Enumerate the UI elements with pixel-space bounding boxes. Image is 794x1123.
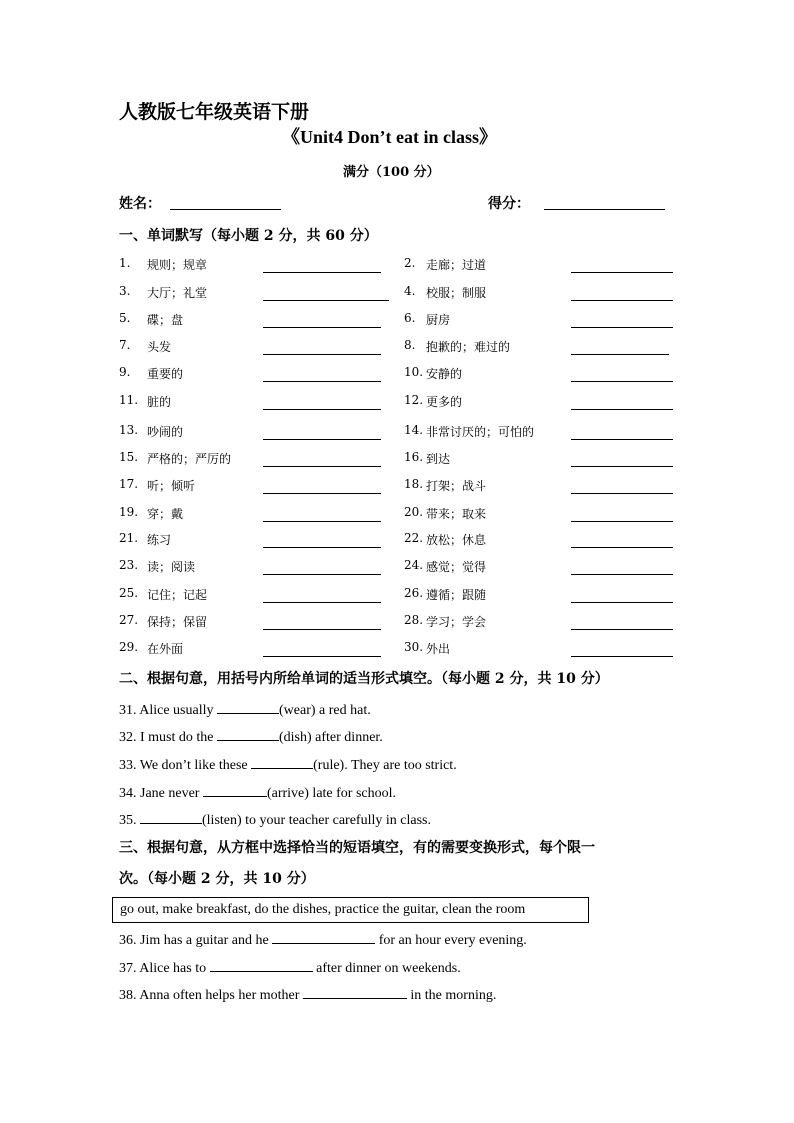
vocab-item-meaning: 头发: [147, 340, 172, 354]
vocab-item-number: 27.: [119, 613, 139, 627]
vocab-item-number: 21.: [119, 531, 139, 545]
full-score: 满分（100 分）: [343, 165, 440, 180]
phrase-box: go out, make breakfast, do the dishes, practice the guitar, clean the room: [112, 897, 589, 923]
score-blank[interactable]: [544, 195, 665, 210]
vocab-item-meaning: 记住；记起: [147, 588, 208, 602]
vocab-item-number: 8.: [404, 338, 416, 352]
vocab-item-meaning: 学习；学会: [426, 615, 487, 629]
vocab-item-meaning: 校服；制服: [426, 286, 487, 300]
vocab-item-meaning: 抱歉的；难过的: [426, 340, 511, 354]
sentence-post: (arrive) late for school.: [266, 786, 397, 801]
sentence-pre: 32. I must do the: [119, 730, 217, 745]
vocab-item-number: 26.: [404, 586, 424, 600]
vocab-answer-blank[interactable]: [571, 479, 673, 494]
vocab-item-meaning: 规则；规章: [147, 258, 208, 272]
vocab-item-number: 2.: [404, 256, 416, 270]
name-label: 姓名：: [119, 196, 161, 212]
vocab-item-meaning: 听；倾听: [147, 479, 196, 493]
vocab-item-meaning: 保持；保留: [147, 615, 208, 629]
answer-blank-33[interactable]: [251, 754, 313, 769]
vocab-item-number: 15.: [119, 450, 139, 464]
vocab-item-meaning: 打架；战斗: [426, 479, 487, 493]
vocab-item-number: 7.: [119, 338, 131, 352]
vocab-answer-blank[interactable]: [263, 560, 381, 575]
vocab-item-number: 9.: [119, 365, 131, 379]
vocab-answer-blank[interactable]: [263, 479, 381, 494]
vocab-item-number: 12.: [404, 393, 424, 407]
answer-blank-36[interactable]: [272, 929, 375, 944]
vocab-item-meaning: 遵循；跟随: [426, 588, 487, 602]
sentence-pre: 35.: [119, 813, 140, 828]
vocab-item-meaning: 到达: [426, 452, 451, 466]
section3-heading-line2: 次。（每小题 2 分，共 10 分）: [119, 871, 315, 887]
fill-sentence-32: [119, 726, 383, 746]
name-blank[interactable]: [170, 195, 281, 210]
vocab-answer-blank[interactable]: [571, 258, 673, 273]
vocab-answer-blank[interactable]: [571, 533, 673, 548]
vocab-item-number: 10.: [404, 365, 424, 379]
vocab-answer-blank[interactable]: [263, 258, 381, 273]
vocab-answer-blank[interactable]: [263, 507, 381, 522]
sentence-post: in the morning.: [406, 988, 497, 1003]
sentence-pre: 38. Anna often helps her mother: [119, 988, 303, 1003]
vocab-item-meaning: 厨房: [426, 313, 451, 327]
vocab-answer-blank[interactable]: [263, 340, 381, 355]
vocab-item-number: 17.: [119, 477, 139, 491]
answer-blank-37[interactable]: [210, 957, 313, 972]
vocab-item-number: 25.: [119, 586, 139, 600]
fill-sentence-34: [119, 782, 396, 802]
sentence-post: (listen) to your teacher carefully in class.: [202, 813, 431, 828]
vocab-item-number: 3.: [119, 284, 131, 298]
vocab-item-number: 1.: [119, 256, 131, 270]
vocab-item-number: 22.: [404, 531, 424, 545]
section2-heading: 二、根据句意，用括号内所给单词的适当形式填空。（每小题 2 分，共 10 分）: [119, 671, 609, 687]
vocab-item-meaning: 走廊；过道: [426, 258, 487, 272]
sentence-post: for an hour every evening.: [375, 933, 527, 948]
vocab-answer-blank[interactable]: [263, 367, 381, 382]
section1-heading: 一、单词默写（每小题 2 分，共 60 分）: [119, 228, 378, 244]
vocab-item-number: 4.: [404, 284, 416, 298]
unit-title: 《Unit4 Don’t eat in class》: [282, 127, 497, 147]
sentence-pre: 33. We don’t like these: [119, 758, 252, 773]
answer-blank-31[interactable]: [217, 699, 279, 714]
vocab-item-meaning: 碟；盘: [147, 313, 184, 327]
vocab-item-meaning: 放松；休息: [426, 533, 487, 547]
score-label: 得分：: [488, 196, 530, 212]
section3-heading-line1: 三、根据句意，从方框中选择恰当的短语填空，有的需要变换形式，每个限一: [119, 840, 595, 856]
vocab-answer-blank[interactable]: [571, 642, 673, 657]
vocab-item-meaning: 安静的: [426, 367, 463, 381]
vocab-item-meaning: 更多的: [426, 395, 463, 409]
answer-blank-35[interactable]: [140, 809, 202, 824]
vocab-item-meaning: 大厅；礼堂: [147, 286, 208, 300]
fill-sentence-36: [119, 929, 527, 949]
vocab-answer-blank[interactable]: [263, 642, 381, 657]
vocab-answer-blank[interactable]: [263, 425, 381, 440]
vocab-item-number: 18.: [404, 477, 424, 491]
fill-sentence-37: [119, 957, 461, 977]
vocab-answer-blank[interactable]: [571, 340, 669, 355]
sentence-pre: 36. Jim has a guitar and he: [119, 933, 273, 948]
vocab-item-number: 24.: [404, 558, 424, 572]
vocab-answer-blank[interactable]: [263, 533, 381, 548]
answer-blank-38[interactable]: [303, 984, 407, 999]
vocab-item-number: 14.: [404, 423, 424, 437]
vocab-answer-blank[interactable]: [571, 425, 673, 440]
vocab-item-meaning: 重要的: [147, 367, 184, 381]
fill-sentence-35: [119, 809, 431, 829]
vocab-item-number: 16.: [404, 450, 424, 464]
vocab-item-meaning: 严格的；严厉的: [147, 452, 232, 466]
vocab-answer-blank[interactable]: [571, 395, 673, 410]
vocab-answer-blank[interactable]: [571, 507, 673, 522]
vocab-answer-blank[interactable]: [571, 452, 673, 467]
vocab-answer-blank[interactable]: [263, 286, 389, 301]
fill-sentence-33: [119, 754, 457, 774]
fill-sentence-31: [119, 699, 371, 719]
vocab-item-number: 29.: [119, 640, 139, 654]
vocab-item-number: 5.: [119, 311, 131, 325]
vocab-item-number: 28.: [404, 613, 424, 627]
vocab-item-meaning: 吵闹的: [147, 425, 184, 439]
vocab-item-meaning: 外出: [426, 642, 451, 656]
vocab-item-meaning: 非常讨厌的；可怕的: [426, 425, 535, 439]
sentence-post: (dish) after dinner.: [279, 730, 383, 745]
vocab-answer-blank[interactable]: [571, 286, 673, 301]
answer-blank-32[interactable]: [217, 726, 279, 741]
vocab-answer-blank[interactable]: [263, 452, 381, 467]
vocab-answer-blank[interactable]: [571, 615, 673, 630]
vocab-answer-blank[interactable]: [571, 560, 673, 575]
vocab-item-number: 23.: [119, 558, 139, 572]
vocab-answer-blank[interactable]: [571, 588, 673, 603]
vocab-answer-blank[interactable]: [263, 395, 381, 410]
vocab-item-meaning: 在外面: [147, 642, 184, 656]
vocab-item-number: 11.: [119, 393, 139, 407]
vocab-answer-blank[interactable]: [263, 313, 381, 328]
answer-blank-34[interactable]: [203, 782, 267, 797]
vocab-item-meaning: 感觉；觉得: [426, 560, 487, 574]
vocab-answer-blank[interactable]: [263, 615, 381, 630]
sentence-post: (wear) a red hat.: [279, 703, 371, 718]
vocab-item-number: 6.: [404, 311, 416, 325]
book-title: 人教版七年级英语下册: [119, 101, 310, 123]
vocab-answer-blank[interactable]: [263, 588, 381, 603]
vocab-item-meaning: 穿；戴: [147, 507, 184, 521]
vocab-item-meaning: 读；阅读: [147, 560, 196, 574]
vocab-item-number: 13.: [119, 423, 139, 437]
vocab-item-meaning: 带来；取来: [426, 507, 487, 521]
sentence-post: (rule). They are too strict.: [313, 758, 457, 773]
vocab-item-number: 30.: [404, 640, 424, 654]
sentence-pre: 31. Alice usually: [119, 703, 217, 718]
vocab-item-number: 20.: [404, 505, 424, 519]
sentence-pre: 34. Jane never: [119, 786, 203, 801]
sentence-pre: 37. Alice has to: [119, 961, 210, 976]
vocab-item-meaning: 脏的: [147, 395, 172, 409]
vocab-item-meaning: 练习: [147, 533, 172, 547]
vocab-answer-blank[interactable]: [571, 313, 673, 328]
sentence-post: after dinner on weekends.: [312, 961, 461, 976]
vocab-item-number: 19.: [119, 505, 139, 519]
fill-sentence-38: [119, 984, 496, 1004]
vocab-answer-blank[interactable]: [571, 367, 673, 382]
